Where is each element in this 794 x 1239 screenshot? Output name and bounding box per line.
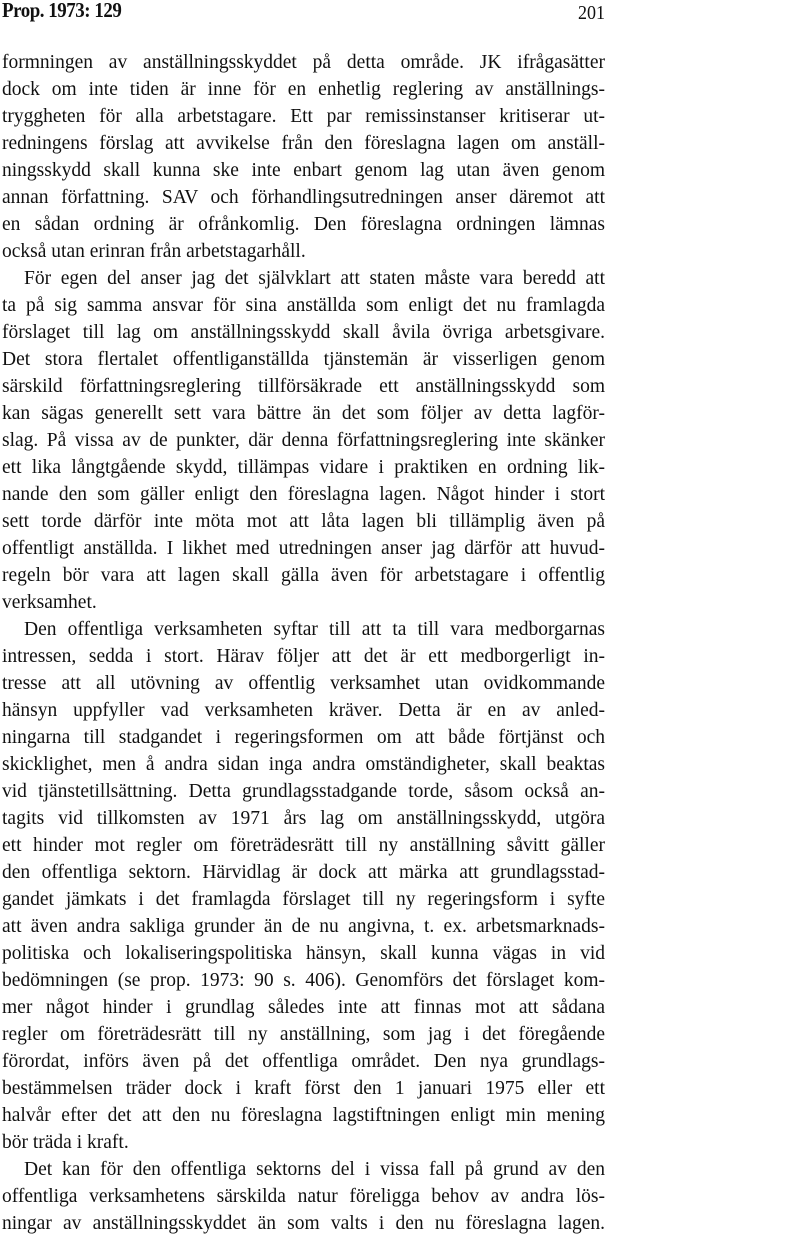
document-reference: Prop. 1973: 129 — [2, 0, 122, 22]
text-line: Det stora flertalet offentliganställda tjänstemän är visserligen genom — [2, 349, 605, 370]
text-line: sett torde därför inte möta mot att låta lagen bli tillämplig även på — [2, 511, 605, 532]
text-line: en sådan ordning är ofrånkomlig. Den föreslagna ordningen lämnas — [2, 214, 605, 235]
paragraph — [2, 265, 605, 616]
text-line: intressen, sedda i stort. Härav följer att det är ett medborgerligt in- — [2, 646, 605, 667]
text-line: bedömningen (se prop. 1973: 90 s. 406). Genomförs det förslaget kom- — [2, 970, 605, 991]
text-line: skicklighet, men å andra sidan inga andra omständigheter, skall beaktas — [2, 754, 605, 775]
text-line: Den offentliga verksamheten syftar till att ta till vara medborgarnas — [24, 619, 605, 640]
text-line: offentliga verksamhetens särskilda natur föreligga behov av andra lös- — [2, 1186, 605, 1207]
text-line: ningsskydd skall kunna ske inte enbart genom lag utan även genom — [2, 160, 605, 181]
text-line: ett hinder mot regler om företrädesrätt till ny anställning såvitt gäller — [2, 835, 605, 856]
text-line: formningen av anställningsskyddet på detta område. JK ifrågasätter — [2, 52, 605, 73]
text-line: redningens förslag att avvikelse från den föreslagna lagen om anställ- — [2, 133, 605, 154]
text-line: förslaget till lag om anställningsskydd skall åvila övriga arbetsgivare. — [2, 322, 605, 343]
text-line: hänsyn uppfyller vad verksamheten kräver. Detta är en av anled- — [2, 700, 605, 721]
document-body — [2, 49, 605, 1237]
text-line: gandet jämkats i det framlagda förslaget till ny regeringsform i syfte — [2, 889, 605, 910]
page-number: 201 — [578, 2, 605, 24]
text-line: verksamhet. — [2, 592, 97, 613]
paragraph — [2, 616, 605, 1156]
text-line: För egen del anser jag det självklart att staten måste vara beredd att — [24, 268, 605, 289]
paragraph — [2, 49, 605, 265]
text-line: den offentliga sektorn. Härvidlag är dock att märka att grundlagsstad- — [2, 862, 605, 883]
text-line: mer något hinder i grundlag således inte att finnas mot att sådana — [2, 997, 605, 1018]
text-line: tagits vid tillkomsten av 1971 års lag om anställningsskydd, utgöra — [2, 808, 605, 829]
text-line: nande den som gäller enligt den föreslagna lagen. Något hinder i stort — [2, 484, 605, 505]
text-line: politiska och lokaliseringspolitiska hänsyn, skall kunna vägas in vid — [2, 943, 605, 964]
text-line: ningar av anställningsskyddet än som valts i den nu föreslagna lagen. — [2, 1213, 605, 1234]
text-line: regeln bör vara att lagen skall gälla även för arbetstagare i offentlig — [2, 565, 605, 586]
page-header — [2, 0, 605, 30]
text-line: halvår efter det att den nu föreslagna lagstiftningen enligt min mening — [2, 1105, 605, 1126]
text-line: att även andra sakliga grunder än de nu angivna, t. ex. arbetsmarknads- — [2, 916, 605, 937]
text-line: kan sägas generellt sett vara bättre än det som följer av detta lagför- — [2, 403, 605, 424]
text-line: tresse att all utövning av offentlig verksamhet utan ovidkommande — [2, 673, 605, 694]
text-line: vid tjänstetillsättning. Detta grundlagsstadgande torde, såsom också an- — [2, 781, 605, 802]
text-line: annan författning. SAV och förhandlingsutredningen anser däremot att — [2, 187, 605, 208]
text-line: slag. På vissa av de punkter, där denna författningsreglering inte skänker — [2, 430, 605, 451]
text-line: tryggheten för alla arbetstagare. Ett par remissinstanser kritiserar ut- — [2, 106, 605, 127]
text-line: ett lika långtgående skydd, tillämpas vidare i praktiken en ordning lik- — [2, 457, 605, 478]
text-line: offentligt anställda. I likhet med utredningen anser jag därför att huvud- — [2, 538, 605, 559]
text-line: bestämmelsen träder dock i kraft först den 1 januari 1975 eller ett — [2, 1078, 605, 1099]
text-line: bör träda i kraft. — [2, 1132, 129, 1153]
text-line: särskild författningsreglering tillförsäkrade ett anställningsskydd som — [2, 376, 605, 397]
text-line: dock om inte tiden är inne för en enhetlig reglering av anställnings- — [2, 79, 605, 100]
text-line: ningarna till stadgandet i regeringsformen om att både förtjänst och — [2, 727, 605, 748]
text-line: regler om företrädesrätt till ny anställning, som jag i det föregående — [2, 1024, 605, 1045]
text-line: förordat, införs även på det offentliga området. Den nya grundlags- — [2, 1051, 605, 1072]
text-line: Det kan för den offentliga sektorns del i vissa fall på grund av den — [24, 1159, 605, 1180]
text-line: ta på sig samma ansvar för sina anställda som enligt det nu framlagda — [2, 295, 605, 316]
paragraph — [2, 1156, 605, 1237]
text-line: också utan erinran från arbetstagarhåll. — [2, 241, 306, 262]
